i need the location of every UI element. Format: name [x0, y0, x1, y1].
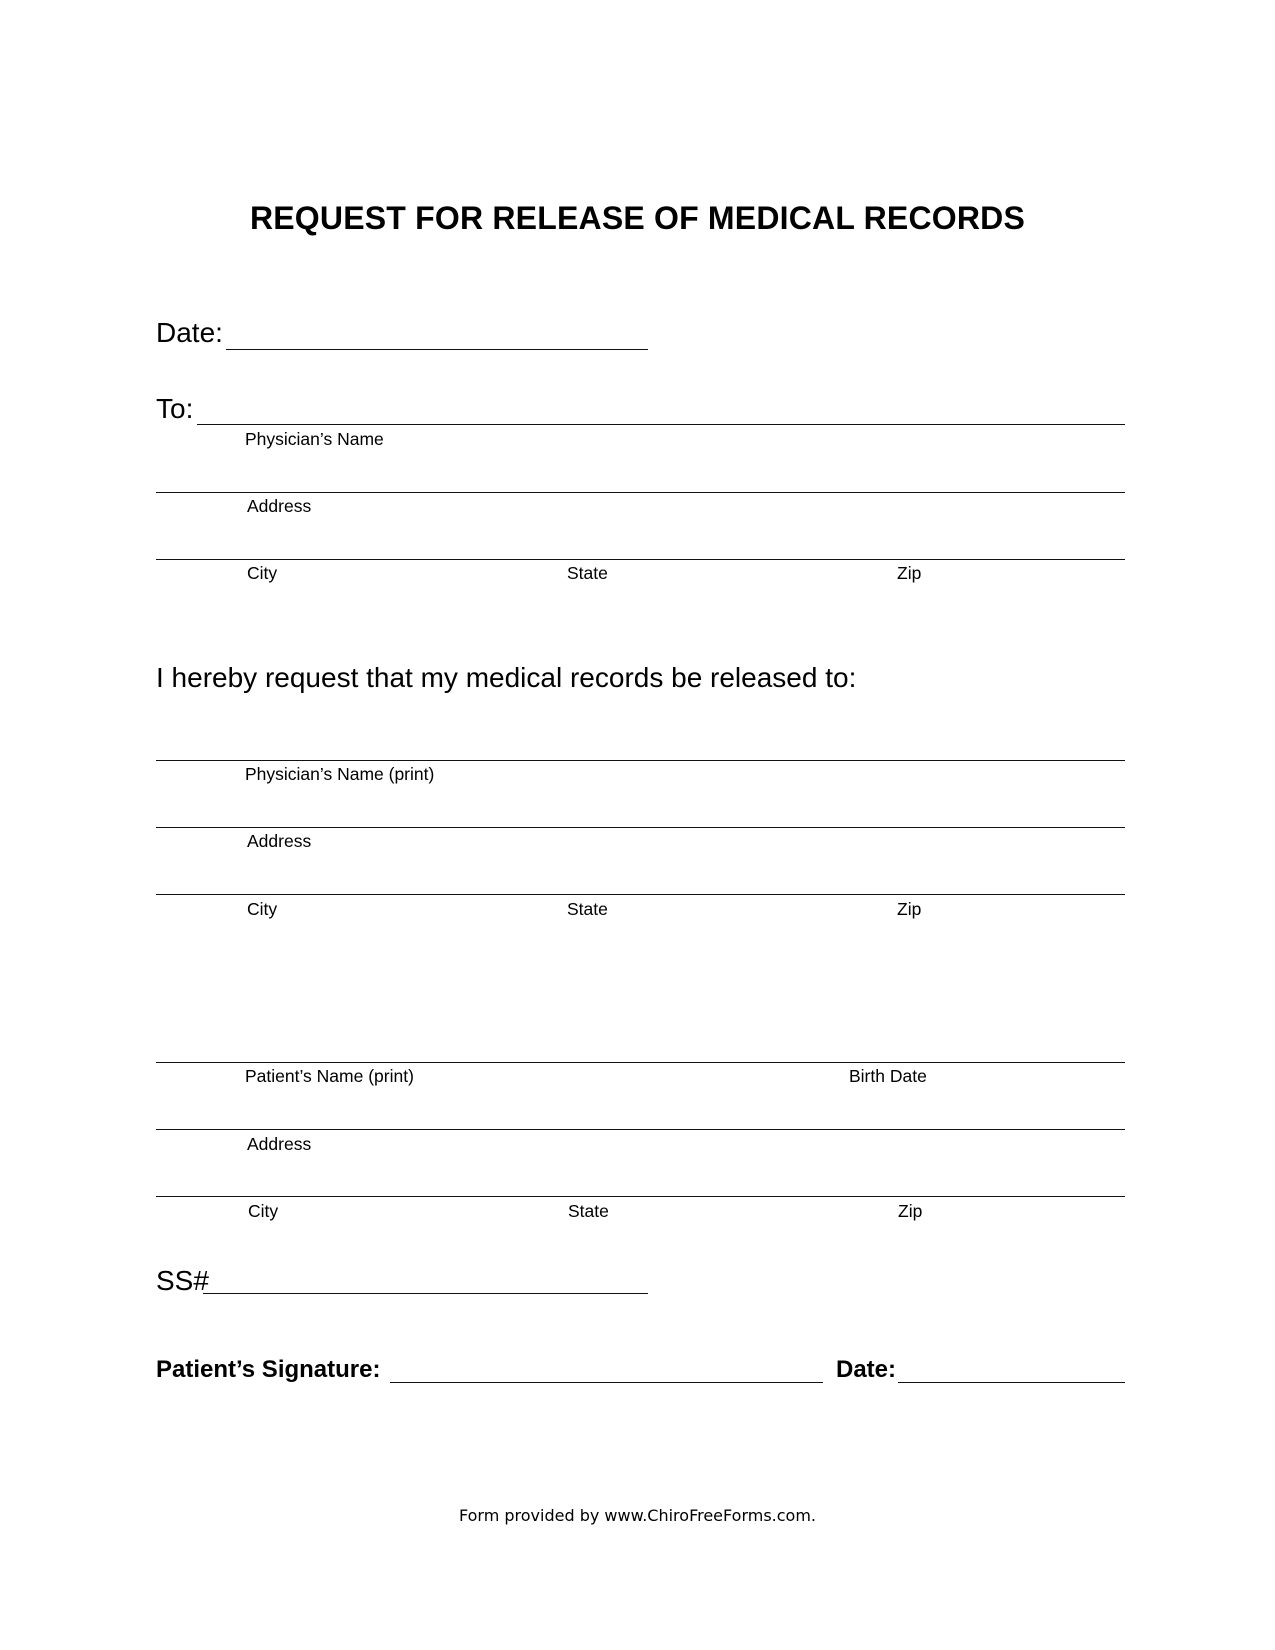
patient-name-birthdate-field[interactable]: [156, 1062, 1125, 1063]
to-physician-name-field[interactable]: [197, 424, 1125, 425]
signature-field[interactable]: [390, 1382, 823, 1383]
release-city-state-zip-field[interactable]: [156, 894, 1125, 895]
address-caption: Address: [247, 1134, 312, 1154]
date-label: Date:: [156, 317, 223, 348]
address-caption: Address: [247, 496, 312, 516]
signature-date-field[interactable]: [898, 1382, 1125, 1383]
city-caption: City: [248, 1201, 279, 1221]
ss-label: SS#: [156, 1265, 209, 1296]
to-city-state-zip-field[interactable]: [156, 559, 1125, 560]
signature-label: Patient’s Signature:: [156, 1356, 381, 1383]
signature-date-label: Date:: [836, 1356, 897, 1383]
city-caption: City: [247, 563, 278, 583]
form-title: REQUEST FOR RELEASE OF MEDICAL RECORDS: [249, 200, 1026, 236]
zip-caption: Zip: [898, 1201, 923, 1221]
birth-date-caption: Birth Date: [849, 1066, 927, 1086]
physician-name-caption: Physician’s Name: [245, 429, 384, 449]
address-caption: Address: [247, 831, 312, 851]
zip-caption: Zip: [897, 899, 922, 919]
patient-city-state-zip-field[interactable]: [156, 1196, 1125, 1197]
release-address-field[interactable]: [156, 827, 1125, 828]
to-address-field[interactable]: [156, 492, 1125, 493]
request-statement: I hereby request that my medical records be released to:: [156, 662, 857, 693]
ss-field[interactable]: [203, 1293, 648, 1294]
patient-name-caption: Patient’s Name (print): [245, 1066, 414, 1086]
city-caption: City: [247, 899, 278, 919]
state-caption: State: [567, 899, 608, 919]
state-caption: State: [568, 1201, 609, 1221]
to-label: To:: [156, 393, 194, 424]
footer-credit: Form provided by www.ChiroFreeForms.com.: [458, 1506, 816, 1525]
release-physician-name-field[interactable]: [156, 760, 1125, 761]
state-caption: State: [567, 563, 608, 583]
date-field[interactable]: [226, 349, 648, 350]
patient-address-field[interactable]: [156, 1129, 1125, 1130]
zip-caption: Zip: [897, 563, 922, 583]
physician-name-print-caption: Physician’s Name (print): [245, 764, 435, 784]
